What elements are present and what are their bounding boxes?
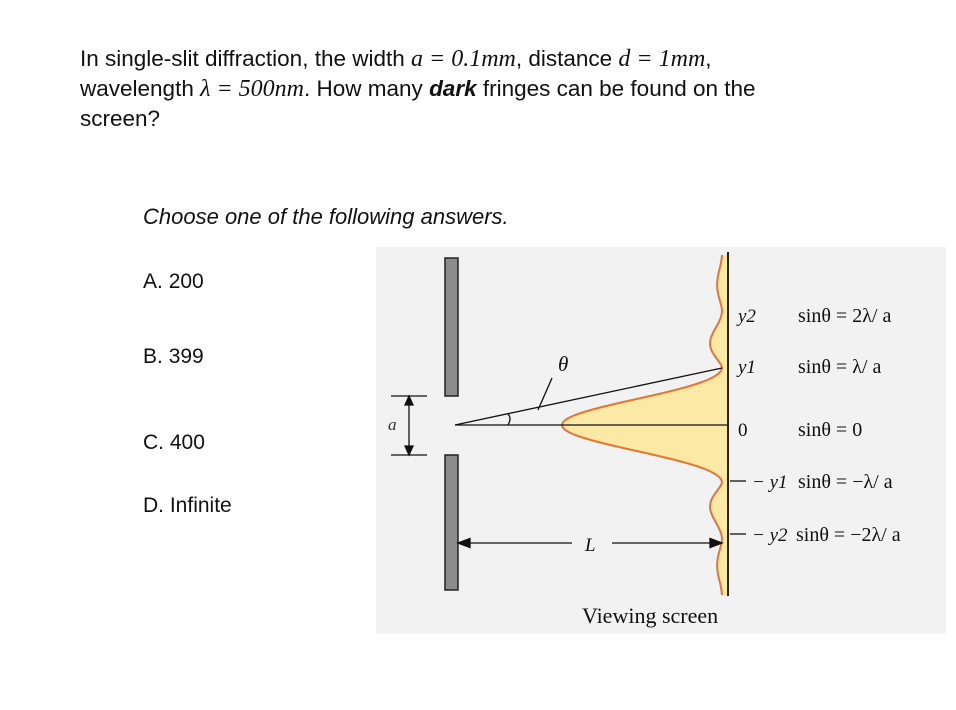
equation-neg-y2: sinθ = −2λ/ a xyxy=(796,524,901,546)
barrier-bottom xyxy=(445,455,458,590)
slit-width-label: a xyxy=(388,415,397,434)
distance-label: L xyxy=(585,535,596,556)
diffraction-figure xyxy=(376,247,946,634)
equation-y1: sinθ = λ/ a xyxy=(798,356,882,378)
equation-neg-y1: sinθ = −λ/ a xyxy=(798,471,893,493)
question-part: In single-slit diffraction, the width xyxy=(80,46,411,71)
choice-value: 200 xyxy=(168,270,204,293)
math-wavelength: λ = 500nm xyxy=(200,76,305,102)
screen-label: Viewing screen xyxy=(582,603,719,628)
choice-letter: B. xyxy=(143,345,163,368)
choice-value: 399 xyxy=(168,345,204,368)
theta-label: θ xyxy=(558,352,569,376)
answer-prompt: Choose one of the following answers. xyxy=(143,204,509,229)
choice-d[interactable] xyxy=(143,494,232,518)
y-label-zero: 0 xyxy=(738,420,748,441)
question-part: . How many xyxy=(304,76,430,101)
math-width: a = 0.1mm xyxy=(411,46,516,72)
math-distance: d = 1mm xyxy=(618,46,706,72)
question-part: screen? xyxy=(80,106,161,131)
question-part: , xyxy=(705,46,712,71)
choice-value: 400 xyxy=(169,431,205,454)
equation-y2: sinθ = 2λ/ a xyxy=(798,305,892,327)
y-label-neg-y2: − y2 xyxy=(752,525,788,546)
question-emphasis: dark xyxy=(429,76,477,101)
choice-letter: D. xyxy=(143,494,164,517)
y-label-y2: y2 xyxy=(738,306,756,327)
equation-zero: sinθ = 0 xyxy=(798,419,863,441)
choice-letter: A. xyxy=(143,270,163,293)
choice-value: Infinite xyxy=(169,494,232,517)
choice-b[interactable] xyxy=(143,345,204,369)
question-part: wavelength xyxy=(80,76,201,101)
choice-letter: C. xyxy=(143,431,164,454)
choice-a[interactable] xyxy=(143,270,204,294)
y-label-y1: y1 xyxy=(738,357,756,378)
question-text xyxy=(80,44,880,134)
y-label-neg-y1: − y1 xyxy=(752,472,788,493)
choice-c[interactable] xyxy=(143,431,205,455)
question-part: , distance xyxy=(515,46,619,71)
question-part: fringes can be found on the xyxy=(476,76,756,101)
barrier-top xyxy=(445,258,458,396)
